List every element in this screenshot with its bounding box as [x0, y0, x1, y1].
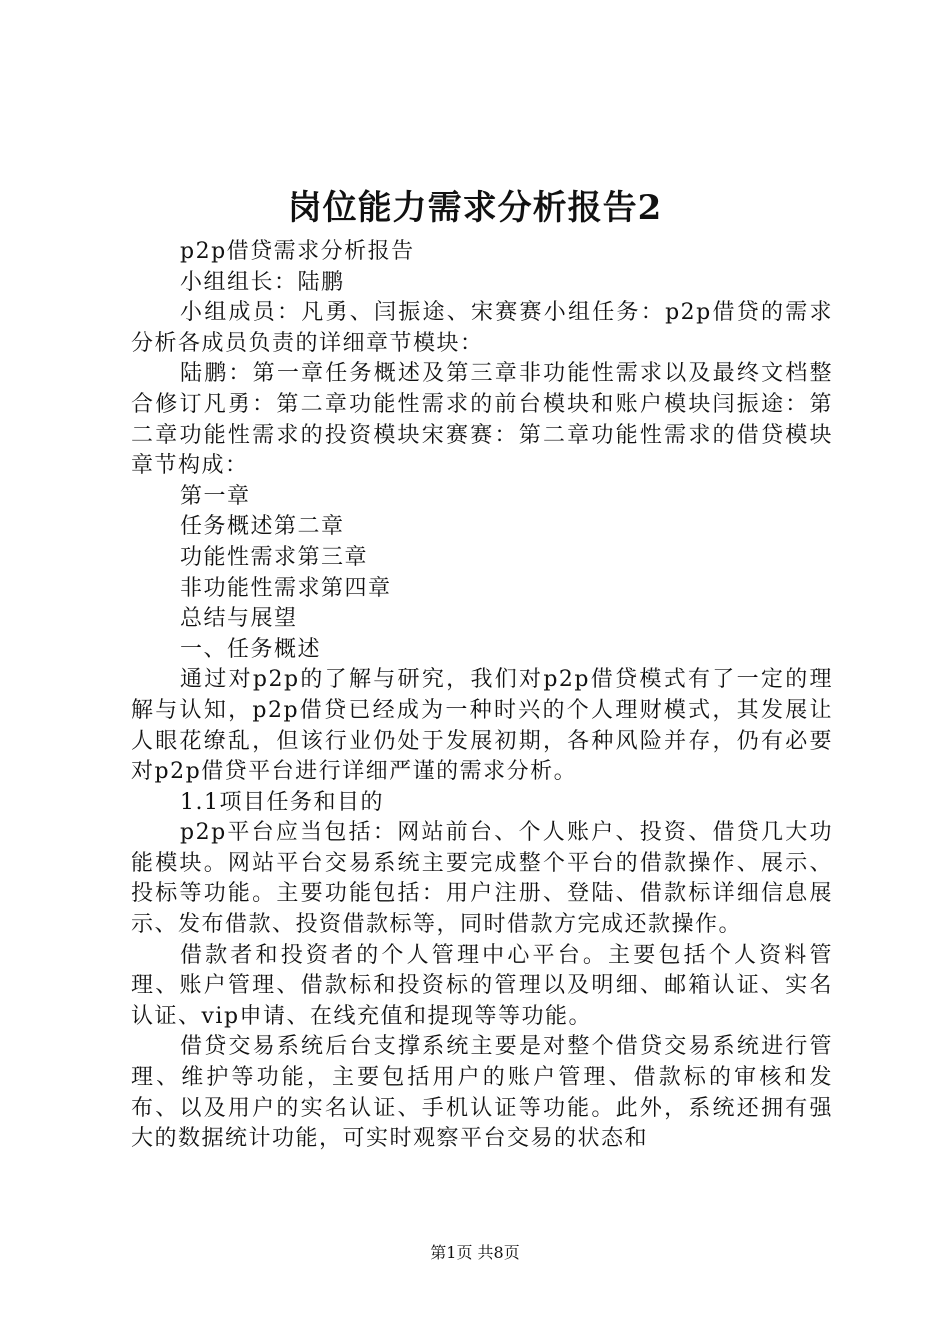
document-body [131, 237, 833, 1155]
page-footer: 第1页 共8页 [430, 1243, 520, 1262]
subsection-heading: 1.1项目任务和目的 [180, 789, 384, 815]
paragraph: 借贷交易系统后台支撑系统主要是对整个借贷交易系统进行管理、维护等功能，主要包括用户的账户管理、借款标的审核和发布、以及用户的实名认证、手机认证等功能。此外，系统还拥有强大的数据统计功能，可实时观察平台交易的状态和 [131, 1034, 833, 1152]
paragraph: 通过对p2p的了解与研究，我们对p2p借贷模式有了一定的理解与认知，p2p借贷已经成为一种时兴的个人理财模式，其发展让人眼花缭乱，但该行业仍处于发展初期，各种风险并存，仍有必要对p2p借贷平台进行详细严谨的需求分析。 [131, 667, 833, 785]
document-title: 岗位能力需求分析报告2 [287, 188, 663, 228]
paragraph: 小组组长：陆鹏 [180, 269, 345, 295]
paragraph: 非功能性需求第四章 [180, 575, 392, 601]
paragraph: 第一章 [180, 483, 251, 509]
paragraph: 任务概述第二章 [180, 514, 345, 540]
paragraph: 功能性需求第三章 [180, 544, 369, 570]
section-heading: 一、任务概述 [180, 636, 322, 662]
paragraph: 总结与展望 [180, 606, 298, 632]
paragraph: 借款者和投资者的个人管理中心平台。主要包括个人资料管理、账户管理、借款标和投资标的管理以及明细、邮箱认证、实名认证、vip申请、在线充值和提现等等功能。 [131, 942, 833, 1029]
paragraph: p2p平台应当包括：网站前台、个人账户、投资、借贷几大功能模块。网站平台交易系统主要完成整个平台的借款操作、展示、投标等功能。主要功能包括：用户注册、登陆、借款标详细信息展示、发布借款、投资借款标等，同时借款方完成还款操作。 [131, 820, 833, 938]
paragraph: 陆鹏：第一章任务概述及第三章非功能性需求以及最终文档整合修订凡勇：第二章功能性需求的前台模块和账户模块闫振途：第二章功能性需求的投资模块宋赛赛：第二章功能性需求的借贷模块章节构成： [131, 361, 833, 479]
paragraph: 小组成员：凡勇、闫振途、宋赛赛小组任务：p2p借贷的需求分析各成员负责的详细章节模块： [131, 300, 833, 356]
paragraph: p2p借贷需求分析报告 [180, 239, 415, 264]
